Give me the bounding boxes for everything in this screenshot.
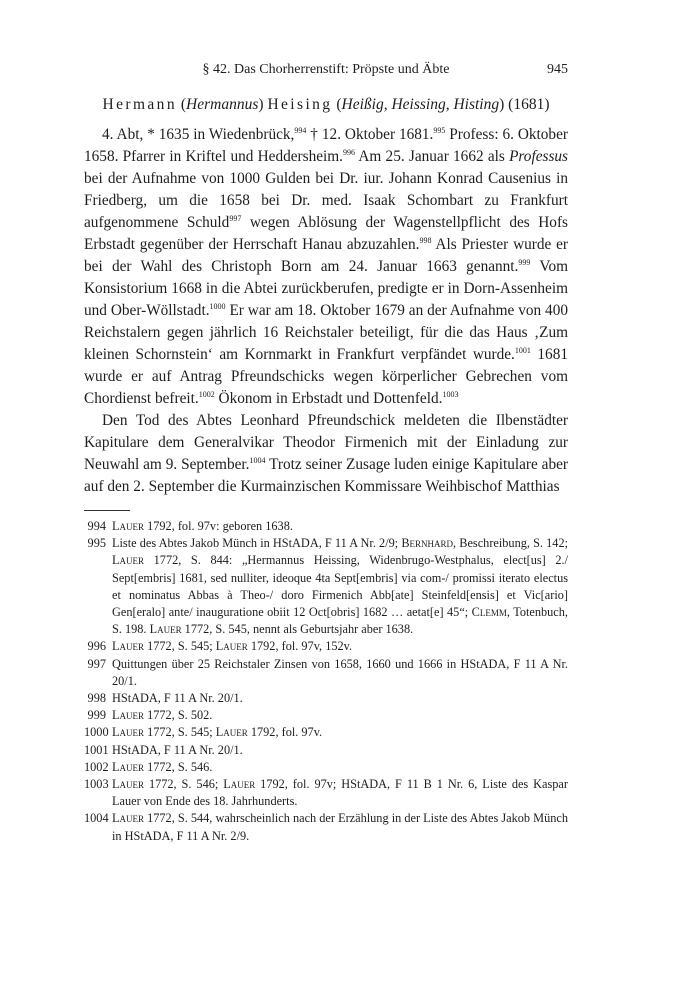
paragraph-1 — [84, 124, 568, 410]
footnote-number: 999 — [87, 708, 106, 723]
footnote-ref[interactable]: 998 — [419, 235, 432, 245]
author-name: Lauer — [112, 811, 145, 826]
footnote-ref[interactable]: 1000 — [209, 301, 226, 311]
footnote-number: 998 — [87, 691, 106, 706]
entry-latin-name: Hermannus — [186, 96, 259, 113]
footnote-item — [84, 707, 568, 724]
italic-term: Professus — [509, 148, 569, 165]
footnote-item — [84, 742, 568, 759]
footnote-ref[interactable]: 1004 — [249, 455, 266, 465]
author-name: Lauer — [215, 639, 248, 654]
text-run: bei der Aufnahme von 1000 Gulden bei Dr. iur. Johann Konrad Causenius in Friedberg, um die 1658 bei Dr. med. Isaak Schombart zu Frankfurt aufgenommene Schuld — [84, 170, 568, 231]
footnote-text-run: 1772, S. 546. — [144, 759, 213, 774]
footnote-ref[interactable]: 999 — [518, 257, 531, 267]
footnote-text — [112, 691, 243, 705]
footnote-ref[interactable]: 1003 — [442, 389, 459, 399]
author-name: Lauer — [112, 639, 145, 654]
text-run: Ökonom in Erbstadt und Dottenfeld. — [214, 390, 443, 407]
author-name: Lauer — [112, 777, 145, 792]
author-name: Lauer — [149, 622, 182, 637]
footnote-text-run: 1792, fol. 97v; HStADA, F 11 B 1 Nr. 6, Liste des Kaspar Lauer von Ende des 18. Jahrhunderts. — [112, 777, 568, 809]
footnote-number: 1000 — [84, 725, 109, 740]
footnote-number: 994 — [87, 519, 106, 533]
author-name: Lauer — [112, 553, 145, 568]
author-name: Lauer — [112, 519, 145, 533]
footnote-ref[interactable]: 996 — [343, 147, 355, 157]
running-head — [84, 62, 568, 82]
footnotes-list — [84, 518, 568, 845]
text-run: wegen Ablösung der Wagenstellpflicht des Hofs Erbstadt gegenüber der Herrschaft Hanau abzuzahlen. — [84, 214, 569, 253]
entry-surname: Heising — [267, 96, 333, 113]
entry-year: (1681) — [508, 96, 550, 113]
text-run: Als Priester wurde er bei der Wahl des Christoph Born am 24. Januar 1663 genannt. — [84, 236, 569, 275]
author-name: Clemm — [471, 605, 507, 620]
footnote-text-run: 1772, S. 545, nennt als Geburtsjahr aber 1638. — [181, 622, 414, 637]
footnote-text — [112, 743, 243, 757]
footnote-text — [112, 725, 322, 739]
footnote-text-run: 1772, S. 546; — [144, 777, 224, 792]
page-number: 945 — [547, 62, 568, 77]
footnote-number: 996 — [87, 639, 106, 654]
footnote-text-run: Liste des Abtes Jakob Münch in HStADA, F 11 A Nr. 2/9; — [112, 536, 402, 551]
author-name: Lauer — [223, 777, 256, 792]
footnote-ref[interactable]: 994 — [294, 125, 307, 135]
author-name: Lauer — [112, 759, 145, 774]
footnote-text — [112, 811, 568, 842]
footnote-item — [84, 656, 568, 690]
footnote-ref[interactable]: 997 — [229, 213, 242, 223]
author-name: Lauer — [112, 708, 145, 723]
footnote-item — [84, 535, 568, 638]
footnote-text — [112, 519, 293, 533]
footnote-text — [112, 777, 568, 808]
footnote-text — [112, 760, 212, 774]
footnote-item — [84, 724, 568, 741]
text-run: Den Tod des Abtes Leonhard Pfreundschick meldeten die Ilbenstädter Kapitulare dem Generalvikar Theodor Firmenich mit der Einladung zur Neuwahl am 9. September. — [84, 412, 568, 473]
footnote-text-run: 1772, S. 502. — [144, 708, 213, 723]
text-run: Er war am 18. Oktober 1679 an der Aufnahme von 400 Reichstalern gegen jährlich 16 Reichstaler beteiligt, für die das Haus ‚Zum kleinen Schornstein‘ am Kornmarkt in Frankfurt verpfändet wurde. — [84, 302, 569, 363]
footnote-text-run: 1772, S. 545; — [144, 639, 216, 654]
footnote-item — [84, 776, 568, 810]
footnote-text — [112, 639, 352, 653]
footnote-text-run: 1792, fol. 97v, 152v. — [247, 639, 353, 654]
footnote-number: 1001 — [84, 742, 109, 757]
footnote-text-run: HStADA, F 11 A Nr. 20/1. — [112, 691, 243, 706]
footnote-text-run: 1792, fol. 97v: geboren 1638. — [144, 519, 293, 533]
footnote-text — [112, 536, 568, 636]
text-run: † 12. Oktober 1681. — [306, 126, 434, 143]
running-title: § 42. Das Chorherrenstift: Pröpste und Äbte — [202, 62, 450, 77]
footnote-number: 1004 — [84, 811, 109, 826]
footnote-number: 1002 — [84, 759, 109, 774]
footnote-separator — [84, 510, 130, 511]
footnote-text-run: 1792, fol. 97v. — [247, 725, 323, 740]
footnote-ref[interactable]: 1001 — [514, 345, 531, 355]
entry-heading: Hermann (Hermannus) Heising (Heißig, Heissing, Histing) (1681) — [102, 96, 550, 113]
footnote-text-run: , Totenbuch, S. 198. — [112, 605, 568, 637]
text-run: Vom Konsistorium 1668 in die Abtei zurückberufen, predigte er in Dorn-Assenheim und Ober-Wöllstadt. — [84, 258, 568, 319]
footnote-text-run: 1772, S. 545; — [144, 725, 216, 740]
footnote-number: 995 — [87, 536, 106, 551]
footnote-text-run: , Beschreibung, S. 142; — [453, 536, 569, 551]
footnote-ref[interactable]: 995 — [433, 125, 446, 135]
footnote-item — [84, 638, 568, 655]
entry-first-name: Hermann — [102, 96, 177, 113]
body-text — [84, 124, 568, 498]
footnote-text-run: 1772, S. 544, wahrscheinlich nach der Erzählung in der Liste des Abtes Jakob Münch in HStADA, F 11 A Nr. 2/9. — [112, 811, 568, 843]
text-run: 4. Abt, * 1635 in Wiedenbrück, — [102, 126, 295, 143]
text-run: Trotz seiner Zusage luden einige Kapitulare aber auf den 2. September die Kurmainzischen Kommissare Weihbischof Matthias — [84, 456, 568, 495]
footnote-number: 997 — [87, 656, 106, 671]
text-run: Profess: 6. Oktober 1658. Pfarrer in Kriftel und Heddersheim. — [84, 126, 568, 165]
footnote-text — [112, 708, 212, 722]
footnote-text-run: Quittungen über 25 Reichstaler Zinsen von 1658, 1660 und 1666 in HStADA, F 11 A Nr. 20/1. — [112, 656, 568, 688]
footnote-item — [84, 759, 568, 776]
footnote-text — [112, 657, 568, 688]
author-name: Lauer — [112, 725, 145, 740]
text-run: 1681 wurde er auf Antrag Pfreundschicks wegen körperlicher Gebrechen vom Chordienst befreit. — [84, 346, 568, 407]
footnote-number: 1003 — [84, 777, 109, 792]
footnote-ref[interactable]: 1002 — [198, 389, 215, 399]
text-run: Am 25. Januar 1662 als — [355, 148, 510, 165]
author-name: Bernhard — [401, 536, 454, 551]
footnote-item — [84, 690, 568, 707]
footnote-item — [84, 810, 568, 844]
footnote-text-run: HStADA, F 11 A Nr. 20/1. — [112, 742, 243, 757]
footnote-item — [84, 518, 568, 535]
paragraph-2 — [84, 410, 568, 498]
entry-name-variants: Heißig, Heissing, Histing — [341, 96, 500, 113]
footnote-text-run: 1772, S. 844: „Hermannus Heissing, Widenbrugo-Westphalus, elect[us] 2./ Sept[embris] 1681, sed nulliter, ideoque 4ta Sept[embris] via com-/ promissi iterato electus et nominatus Abbas à Theo-/ doro Firmenich Abb[ate] Steinfeld[ensis] et Vic[ario] Gen[eralo] ante/ inaugurationе obiit 12 Oct[obris] 1682 … aetat[e] 45“; — [112, 553, 568, 620]
author-name: Lauer — [215, 725, 248, 740]
